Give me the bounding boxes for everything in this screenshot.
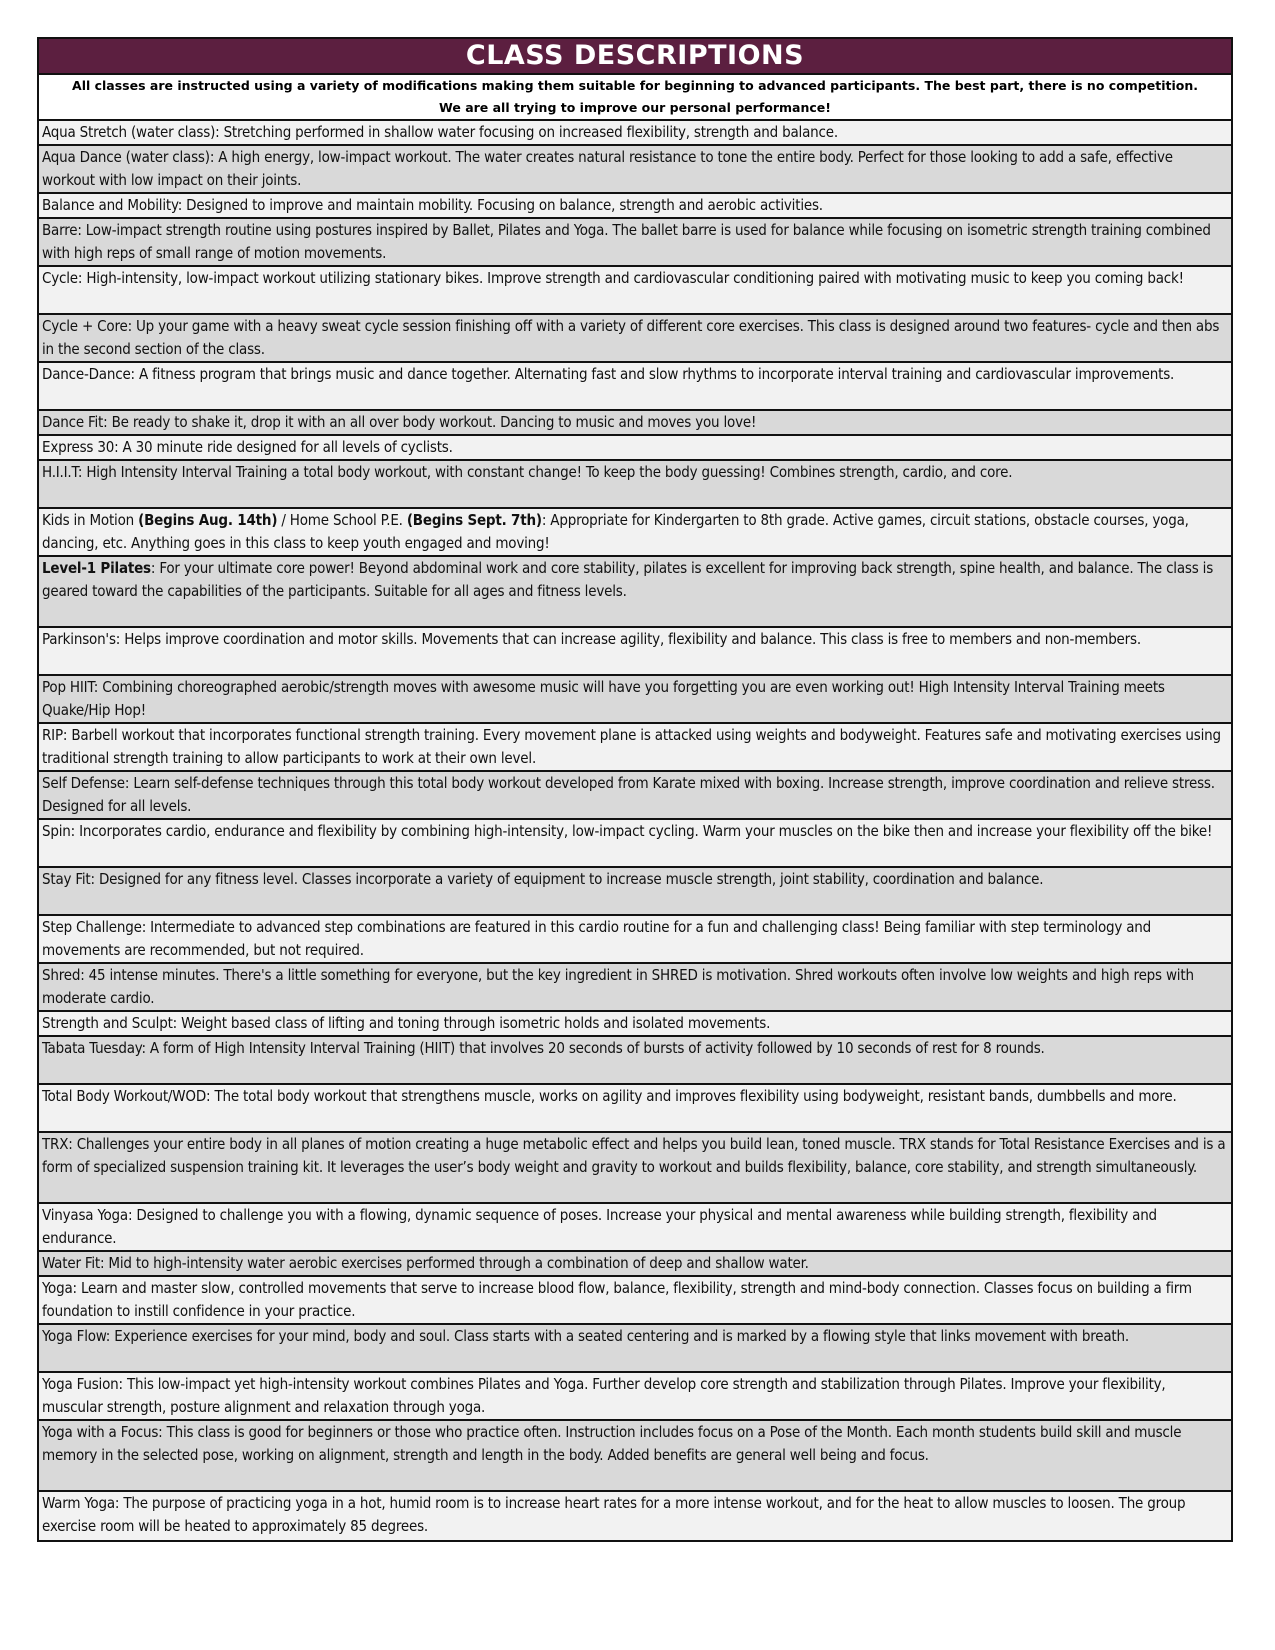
class-row-vinyasa-yoga: Vinyasa Yoga: Designed to challenge you with a flowing, dynamic sequence of poses. Increase your physical and mental awareness while building strength, flexibility and endurance.: [39, 1204, 1231, 1252]
class-row-warm-yoga: Warm Yoga: The purpose of practicing yoga in a hot, humid room is to increase heart rates for a more intense workout, and for the heat to allow muscles to loosen. The group exercise room will be heated to approximately 85 degrees.: [39, 1492, 1231, 1540]
kids-name: Kids in Motion: [42, 511, 139, 529]
home-school-start-date: (Begins Sept. 7th): [406, 511, 542, 529]
class-row-step-challenge: Step Challenge: Intermediate to advanced step combinations are featured in this cardio routine for a fun and challenging class! Being familiar with step terminology and movements are recommended, but not required.: [39, 916, 1231, 964]
class-row-hiit: H.I.I.T: High Intensity Interval Training a total body workout, with constant change! To keep the body guessing! Combines strength, cardio, and core.: [39, 461, 1231, 509]
class-row-dance-dance: Dance-Dance: A fitness program that brings music and dance together. Alternating fast and slow rhythms to incorporate interval training and cardiovascular improvements.: [39, 363, 1231, 411]
class-row-parkinsons: Parkinson's: Helps improve coordination and motor skills. Movements that can increase agility, flexibility and balance. This class is free to members and non-members.: [39, 628, 1231, 676]
class-row-tabata-tuesday: Tabata Tuesday: A form of High Intensity Interval Training (HIIT) that involves 20 seconds of bursts of activity followed by 10 seconds of rest for 8 rounds.: [39, 1037, 1231, 1085]
intro-line-2: We are all trying to improve our personal performance!: [439, 100, 831, 115]
class-descriptions-table: [37, 37, 1233, 1542]
class-row-express-30: Express 30: A 30 minute ride designed for all levels of cyclists.: [39, 436, 1231, 461]
class-row-water-fit: Water Fit: Mid to high-intensity water aerobic exercises performed through a combination of deep and shallow water.: [39, 1252, 1231, 1277]
class-row-yoga: Yoga: Learn and master slow, controlled movements that serve to increase blood flow, balance, flexibility, strength and mind-body connection. Classes focus on building a firm foundation to instill confidence in your practice.: [39, 1277, 1231, 1325]
class-row-stay-fit: Stay Fit: Designed for any fitness level. Classes incorporate a variety of equipment to increase muscle strength, joint stability, coordination and balance.: [39, 868, 1231, 916]
home-school-name: / Home School P.E.: [277, 511, 407, 529]
class-row-yoga-with-a-focus: Yoga with a Focus: This class is good for beginners or those who practice often. Instruction includes focus on a Pose of the Month. Each month students build skill and muscle memory in the selected pose, working on alignment, strength and length in the body. Added benefits are general well being and focus.: [39, 1421, 1231, 1492]
class-row-level-1-pilates: [39, 557, 1231, 628]
intro-note: [39, 75, 1231, 121]
class-row-kids-in-motion: [39, 509, 1231, 557]
page-title: CLASS DESCRIPTIONS: [39, 39, 1231, 75]
class-row-dance-fit: Dance Fit: Be ready to shake it, drop it with an all over body workout. Dancing to music and moves you love!: [39, 411, 1231, 436]
class-row-trx: TRX: Challenges your entire body in all planes of motion creating a huge metabolic effect and helps you build lean, toned muscle. TRX stands for Total Resistance Exercises and is a form of specialized suspension training kit. It leverages the user’s body weight and gravity to workout and builds flexibility, balance, core stability, and strength simultaneously.: [39, 1133, 1231, 1204]
pilates-name: Level-1 Pilates: [42, 559, 151, 577]
class-row-rip: RIP: Barbell workout that incorporates functional strength training. Every movement plane is attacked using weights and bodyweight. Features safe and motivating exercises using traditional strength training to allow participants to work at their own level.: [39, 724, 1231, 772]
class-row-cycle: Cycle: High-intensity, low-impact workout utilizing stationary bikes. Improve strength and cardiovascular conditioning paired with motivating music to keep you coming back!: [39, 267, 1231, 315]
class-row-cycle-core: Cycle + Core: Up your game with a heavy sweat cycle session finishing off with a variety of different core exercises. This class is designed around two features- cycle and then abs in the second section of the class.: [39, 315, 1231, 363]
kids-start-date: (Begins Aug. 14th): [138, 511, 278, 529]
class-row-yoga-fusion: Yoga Fusion: This low-impact yet high-intensity workout combines Pilates and Yoga. Further develop core strength and stabilization through Pilates. Improve your flexibility, muscular strength, posture alignment and relaxation through yoga.: [39, 1373, 1231, 1421]
class-row-pop-hiit: Pop HIIT: Combining choreographed aerobic/strength moves with awesome music will have you forgetting you are even working out! High Intensity Interval Training meets Quake/Hip Hop!: [39, 676, 1231, 724]
class-row-self-defense: Self Defense: Learn self-defense techniques through this total body workout developed from Karate mixed with boxing. Increase strength, improve coordination and relieve stress. Designed for all levels.: [39, 772, 1231, 820]
kids-description: : Appropriate for Kindergarten to 8th grade. Active games, circuit stations, obstacle courses, yoga, dancing, etc. Anything goes in this class to keep youth engaged and moving!: [42, 511, 1189, 552]
class-row-yoga-flow: Yoga Flow: Experience exercises for your mind, body and soul. Class starts with a seated centering and is marked by a flowing style that links movement with breath.: [39, 1325, 1231, 1373]
class-row-spin: Spin: Incorporates cardio, endurance and flexibility by combining high-intensity, low-impact cycling. Warm your muscles on the bike then and increase your flexibility off the bike!: [39, 820, 1231, 868]
class-row-barre: Barre: Low-impact strength routine using postures inspired by Ballet, Pilates and Yoga. The ballet barre is used for balance while focusing on isometric strength training combined with high reps of small range of motion movements.: [39, 219, 1231, 267]
class-row-aqua-stretch: Aqua Stretch (water class): Stretching performed in shallow water focusing on increased flexibility, strength and balance.: [39, 121, 1231, 146]
class-row-aqua-dance: Aqua Dance (water class): A high energy, low-impact workout. The water creates natural resistance to tone the entire body. Perfect for those looking to add a safe, effective workout with low impact on their joints.: [39, 146, 1231, 194]
class-row-strength-sculpt: Strength and Sculpt: Weight based class of lifting and toning through isometric holds and isolated movements.: [39, 1012, 1231, 1037]
class-row-shred: Shred: 45 intense minutes. There's a little something for everyone, but the key ingredient in SHRED is motivation. Shred workouts often involve low weights and high reps with moderate cardio.: [39, 964, 1231, 1012]
pilates-description: : For your ultimate core power! Beyond abdominal work and core stability, pilates is excellent for improving back strength, spine health, and balance. The class is geared toward the capabilities of the participants. Suitable for all ages and fitness levels.: [42, 559, 1214, 600]
class-row-total-body-workout: Total Body Workout/WOD: The total body workout that strengthens muscle, works on agility and improves flexibility using bodyweight, resistant bands, dumbbells and more.: [39, 1085, 1231, 1133]
class-row-balance-mobility: Balance and Mobility: Designed to improve and maintain mobility. Focusing on balance, strength and aerobic activities.: [39, 194, 1231, 219]
intro-line-1: All classes are instructed using a variety of modifications making them suitable for beginning to advanced participants. The best part, there is no competition.: [72, 78, 1198, 93]
